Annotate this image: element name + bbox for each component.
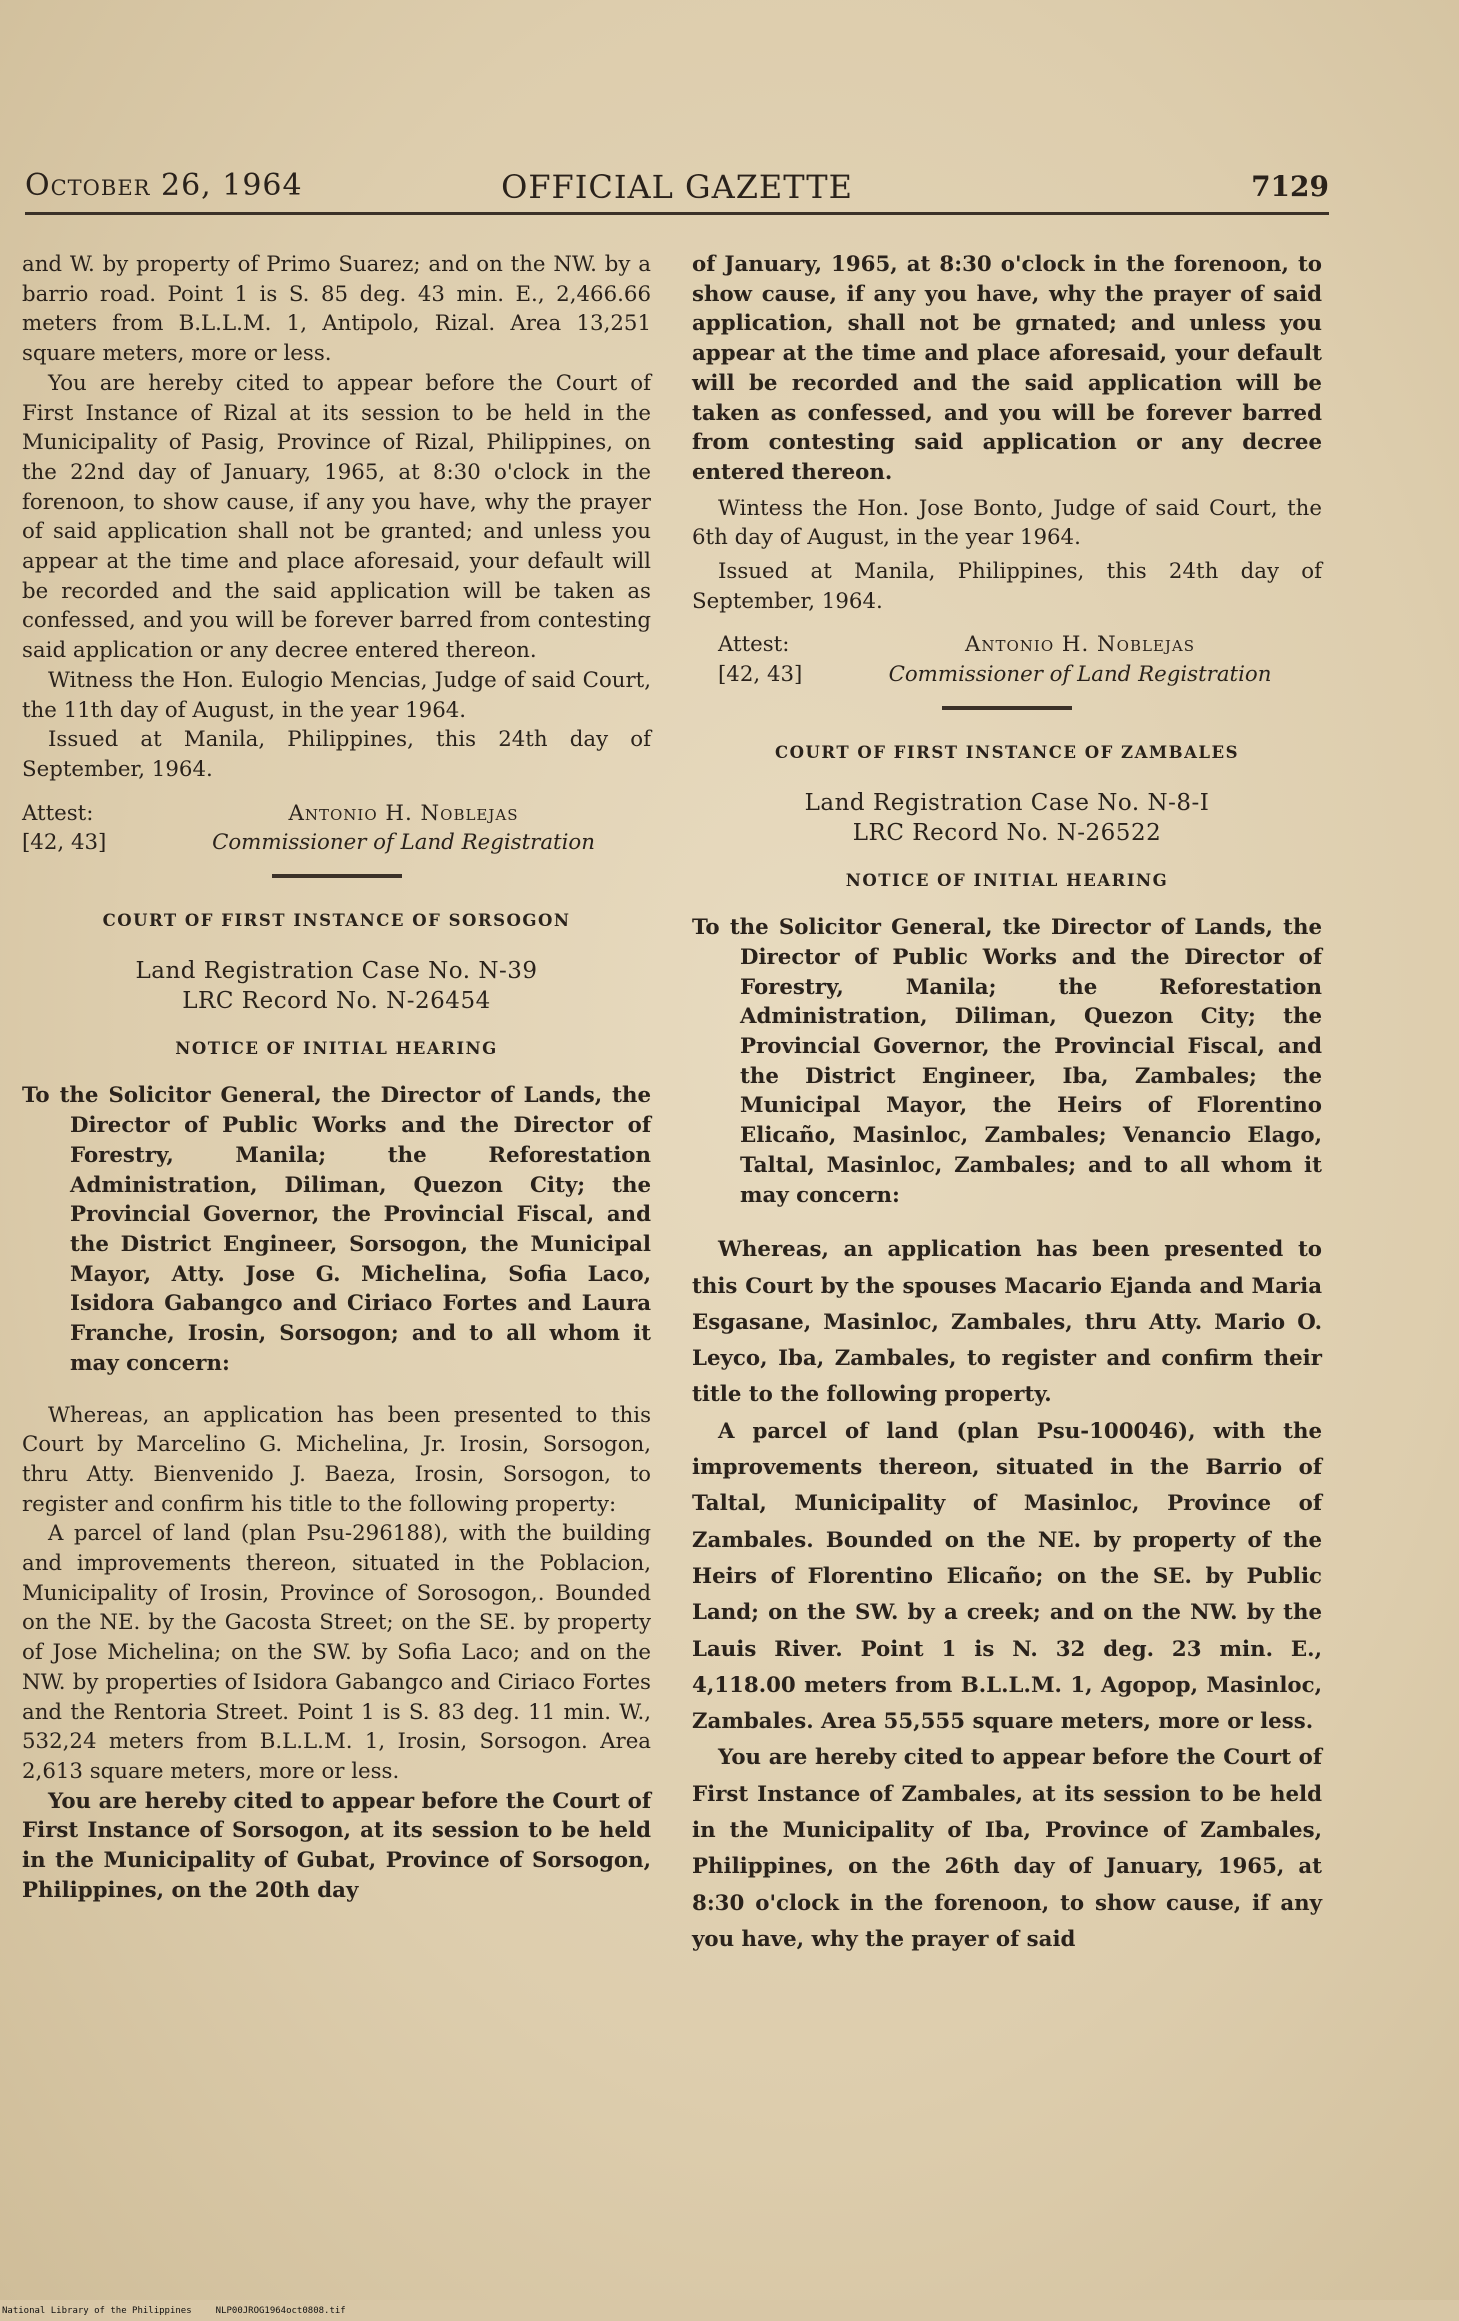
scan-filename: NLP00JROG1964oct0808.tif bbox=[215, 2306, 346, 2316]
notice-heading: NOTICE OF INITIAL HEARING bbox=[175, 1038, 498, 1058]
whereas-paragraph: Whereas, an application has been presented to this Court by Marcelino G. Michelina, Jr. Irosin, Sorsogon, thru Atty. Bienvenido J. Baeza, Irosin, Sorsogon, to register and confirm his title to the following property: bbox=[22, 1402, 651, 1517]
continued-paragraph: and W. by property of Primo Suarez; and on the NW. by a barrio road. Point 1 is S. 85 deg. 43 min. E., 2,466.66 meters from B.L.L.M. 1, Antipolo, Rizal. Area 13,251 square meters, more or less. bbox=[22, 252, 651, 367]
issued-paragraph: Issued at Manila, Philippines, this 24th day of September, 1964. bbox=[692, 559, 1322, 614]
court-heading: COURT OF FIRST INSTANCE OF ZAMBALES bbox=[775, 742, 1239, 762]
page-header bbox=[25, 164, 1329, 215]
issued-paragraph: Issued at Manila, Philippines, this 24th day of September, 1964. bbox=[22, 727, 651, 782]
parcel-paragraph: A parcel of land (plan Psu-296188), with the building and improvements thereon, situated in the Poblacion, Municipality of Irosin, Province of Sorosogon,. Bounded on the NE. by the Gacosta Street; on the SE. by property of Jose Michelina; on the SW. by Sofia Laco; and on the NW. by properties of Isidora Gabangco and Ciriaco Fortes and the Rentoria Street. Point 1 is S. 83 deg. 11 min. W., 532,24 meters from B.L.L.M. 1, Irosin, Sorsogon. Area 2,613 square meters, more or less. bbox=[22, 1521, 651, 1784]
page-number: 7129 bbox=[1251, 170, 1329, 203]
attest-title: Commissioner of Land Registration bbox=[212, 830, 595, 856]
attest-name: Antonio H. Noblejas bbox=[288, 800, 519, 826]
attestation-block bbox=[692, 630, 1322, 689]
addressees-paragraph: To the Solicitor General, tke Director of Lands, the Director of Public Works and the Director of Forestry, Manila; the Reforestation Administration, Diliman, Quezon City; the Provincial Governor, the Provincial Fiscal, and the District Engineer, Iba, Zambales; the Municipal Mayor, the Heirs of Florentino Elicaño, Masinloc, Zambales; Venancio Elago, Taltal, Masinloc, Zambales; and to all whom it may concern: bbox=[692, 915, 1322, 1208]
scan-footer bbox=[2, 2306, 370, 2316]
cited-paragraph-2: You are hereby cited to appear before the Court of First Instance of Sorsogon, at its session to be held in the Municipality of Gubat, Province of Sorsogon, Philippines, on the 20th day bbox=[22, 1788, 651, 1903]
left-column bbox=[22, 250, 651, 1905]
library-credit: National Library of the Philippines bbox=[2, 2306, 192, 2316]
attest-label: Attest: bbox=[718, 632, 790, 658]
whereas-paragraph: Whereas, an application has been presented to this Court by the spouses Macario Ejanda and Maria Esgasane, Masinloc, Zambales, thru Atty. Mario O. Leyco, Iba, Zambales, to register and confirm their title to the following property. bbox=[692, 1237, 1322, 1408]
section-divider bbox=[272, 874, 402, 878]
publication-title: OFFICIAL GAZETTE bbox=[501, 168, 853, 206]
court-heading: COURT OF FIRST INSTANCE OF SORSOGON bbox=[102, 911, 571, 931]
attestation-block bbox=[22, 799, 651, 858]
attest-ref: [42, 43] bbox=[718, 662, 803, 688]
issue-date: October 26, 1964 bbox=[25, 168, 303, 203]
witness-paragraph: Wintess the Hon. Jose Bonto, Judge of said Court, the 6th day of August, in the year 1964. bbox=[692, 495, 1322, 551]
cited-paragraph: You are hereby cited to appear before the Court of First Instance of Zambales, at its session to be held in the Municipality of Iba, Province of Zambales, Philippines, on the 26th day of January, 1965, at 8:30 o'clock in the forenoon, to show cause, if any you have, why the prayer of said bbox=[692, 1745, 1322, 1952]
witness-paragraph: Witness the Hon. Eulogio Mencias, Judge of said Court, the 11th day of August, in the year 1964. bbox=[22, 667, 651, 723]
section-divider bbox=[942, 706, 1072, 710]
notice-heading: NOTICE OF INITIAL HEARING bbox=[845, 870, 1169, 890]
lrc-record: LRC Record No. N-26522 bbox=[852, 819, 1162, 846]
lrc-record: LRC Record No. N-26454 bbox=[182, 987, 491, 1014]
right-column bbox=[692, 250, 1322, 1958]
cited-paragraph: You are hereby cited to appear before the Court of First Instance of Rizal at its session to be held in the Municipality of Pasig, Province of Rizal, Philippines, on the 22nd day of January, 1965, at 8:30 o'clock in the forenoon, to show cause, if any you have, why the prayer of said application shall not be granted; and unless you appear at the time and place aforesaid, your default will be recorded and the said application will be taken as confessed, and you will be forever barred from contesting said application or any decree entered thereon. bbox=[22, 370, 651, 664]
attest-label: Attest: bbox=[22, 800, 94, 826]
addressees-paragraph: To the Solicitor General, the Director of Lands, the Director of Public Works and the Director of Forestry, Manila; the Reforestation Administration, Diliman, Quezon City; the Provincial Governor, the Provincial Fiscal, and the District Engineer, Sorsogon, the Municipal Mayor, Atty. Jose G. Michelina, Sofia Laco, Isidora Gabangco and Ciriaco Fortes and Laura Franche, Irosin, Sorsogon; and to all whom it may concern: bbox=[22, 1083, 651, 1376]
case-number: Land Registration Case No. N-39 bbox=[135, 957, 538, 984]
attest-title: Commissioner of Land Registration bbox=[888, 662, 1272, 688]
continued-paragraph: of January, 1965, at 8:30 o'clock in the forenoon, to show cause, if any you have, why the prayer of said application, shall not be grnated; and unless you appear at the time and place aforesaid, your default will be recorded and the said application will be taken as confessed, and you will be forever barred from contesting said application or any decree entered thereon. bbox=[692, 252, 1322, 485]
case-number: Land Registration Case No. N-8-I bbox=[804, 789, 1210, 816]
parcel-paragraph: A parcel of land (plan Psu-100046), with the improvements thereon, situated in the Barrio of Taltal, Municipality of Masinloc, Province of Zambales. Bounded on the NE. by property of the Heirs of Florentino Elicaño; on the SE. by Public Land; on the SW. by a creek; and on the NW. by the Lauis River. Point 1 is N. 32 deg. 23 min. E., 4,118.00 meters from B.L.L.M. 1, Agopop, Masinloc, Zambales. Area 55,555 square meters, more or less. bbox=[692, 1418, 1322, 1735]
attest-ref: [42, 43] bbox=[22, 830, 107, 856]
attest-name: Antonio H. Noblejas bbox=[964, 632, 1196, 658]
